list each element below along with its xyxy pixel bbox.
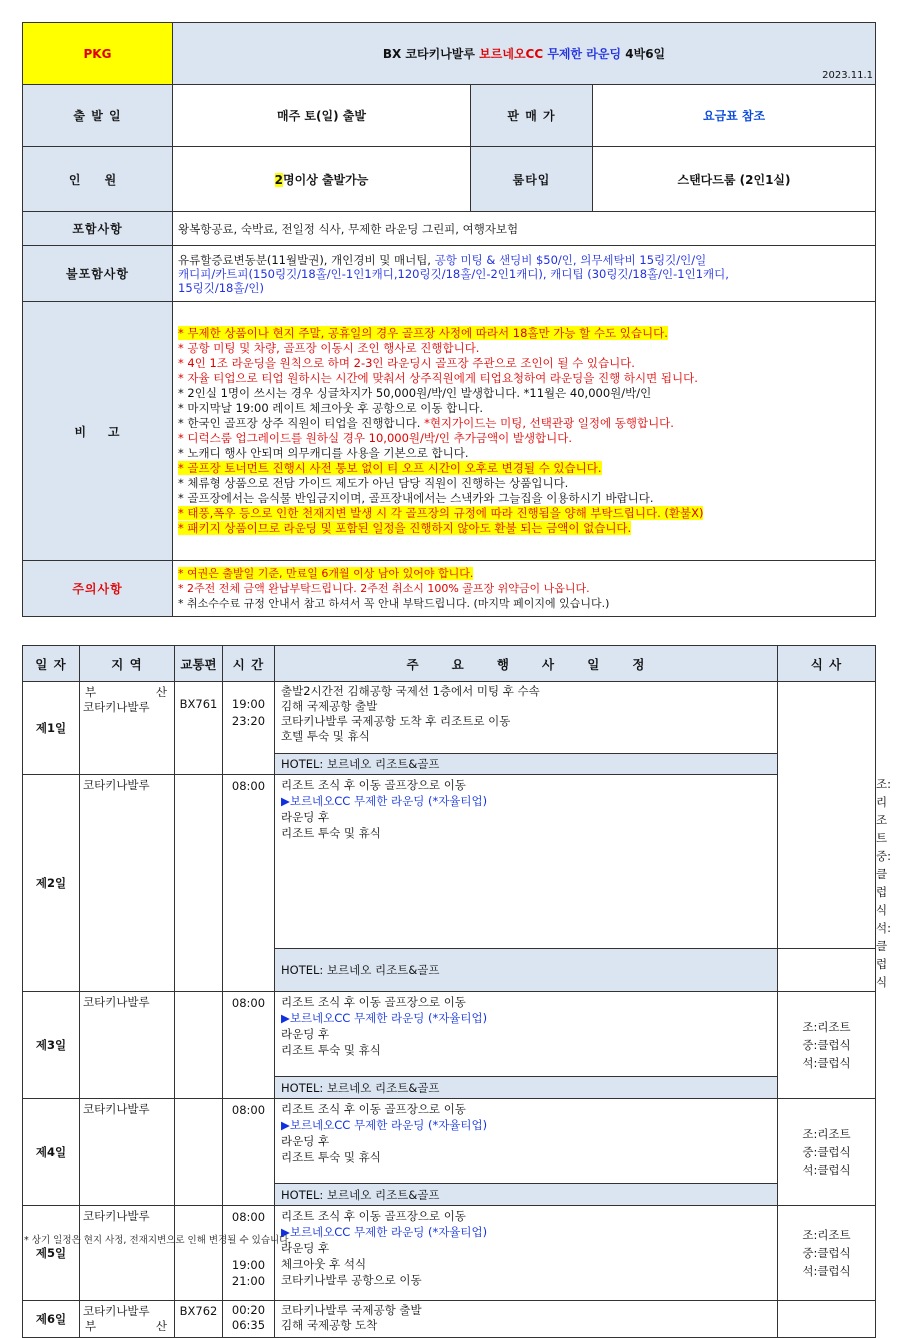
meal-lunch: 중:클럽식 bbox=[802, 1246, 851, 1260]
time-cell: 08:00 bbox=[223, 992, 275, 1099]
caution-label: 주의사항 bbox=[23, 561, 173, 617]
document-date: 2023.11.1 bbox=[822, 70, 874, 81]
day-label: 제6일 bbox=[23, 1301, 80, 1338]
package-info-table bbox=[22, 22, 876, 617]
schedule-line: 리조트 조식 후 이동 골프장으로 이동 bbox=[281, 995, 466, 1009]
region-busan-1: 부 bbox=[85, 685, 97, 699]
time: 00:20 bbox=[231, 1303, 266, 1317]
note-item bbox=[178, 416, 870, 431]
schedule-line-golf: ▶보르네오CC 무제한 라운딩 (*자율티업) bbox=[281, 1225, 488, 1239]
itinerary-header-row bbox=[23, 646, 876, 682]
region-busan-1: 부 bbox=[85, 1319, 97, 1333]
room-label: 룸타입 bbox=[471, 147, 593, 212]
day-row bbox=[23, 992, 876, 1077]
schedule-cell bbox=[275, 992, 778, 1077]
schedule-cell bbox=[275, 1206, 778, 1301]
excluded-label: 불포함사항 bbox=[23, 246, 173, 302]
title-part-course: 보르네오CC bbox=[479, 47, 544, 61]
note-item: * 태풍,폭우 등으로 인한 천재지변 발생 시 각 골프장의 규정에 따라 진행됨을 양해 부탁드립니다. (환불X) bbox=[178, 506, 704, 520]
schedule-line: 라운딩 후 bbox=[281, 1134, 330, 1148]
transport-cell bbox=[175, 775, 223, 992]
day-row bbox=[23, 1206, 876, 1301]
included-value: 왕복항공료, 숙박료, 전일정 식사, 무제한 라운딩 그린피, 여행자보험 bbox=[173, 212, 876, 246]
package-title bbox=[173, 23, 876, 85]
title-part-unlimited: 무제한 라운딩 bbox=[543, 47, 622, 61]
schedule-line: 김해 국제공항 도착 bbox=[281, 1318, 378, 1332]
region-cell: 코타키나발루 bbox=[80, 992, 175, 1099]
price-label: 판 매 가 bbox=[471, 85, 593, 147]
col-header-time: 시 간 bbox=[223, 646, 275, 682]
day-label: 제3일 bbox=[23, 992, 80, 1099]
note-part: * 한국인 골프장 상주 직원이 티업을 진행합니다. bbox=[178, 416, 425, 430]
region-cell bbox=[80, 682, 175, 775]
note-item: * 자율 티업으로 티업 원하시는 시간에 맞춰서 상주직원에게 티업요청하여 라운딩을 진행 하시면 됩니다. bbox=[178, 371, 698, 385]
col-header-schedule: 주 요 행 사 일 정 bbox=[275, 646, 778, 682]
excluded-part-1: 유류할증료변동분(11월발권), 개인경비 및 매너팁, bbox=[178, 252, 435, 267]
time: 08:00 bbox=[231, 1210, 266, 1224]
note-item: * 노캐디 행사 안되며 의무캐디를 사용을 기본으로 합니다. bbox=[178, 446, 469, 460]
day-row bbox=[23, 1099, 876, 1184]
note-item: * 패키지 상품이므로 라운딩 및 포함된 일정을 진행하지 않아도 환불 되는 금액이 없습니다. bbox=[178, 521, 632, 535]
schedule-line: 코타키나발루 국제공항 도착 후 리조트로 이동 bbox=[281, 714, 511, 728]
meal-dinner: 석:클럽식 bbox=[802, 1163, 851, 1177]
region-kk: 코타키나발루 bbox=[83, 1304, 150, 1318]
day-label: 제2일 bbox=[23, 775, 80, 992]
region-cell: 코타키나발루 bbox=[80, 1206, 175, 1301]
schedule-line: 라운딩 후 bbox=[281, 1241, 330, 1255]
note-item: * 4인 1조 라운딩을 원칙으로 하며 2-3인 라운딩시 골프장 주관으로 조인이 될 수 있습니다. bbox=[178, 356, 635, 370]
day-row bbox=[23, 682, 876, 754]
time-cell: 08:00 bbox=[223, 775, 275, 992]
schedule-line: 라운딩 후 bbox=[281, 1027, 330, 1041]
meal-cell bbox=[778, 682, 876, 949]
schedule-cell bbox=[275, 1099, 778, 1184]
meal-lunch: 중:클럽식 bbox=[802, 1038, 851, 1052]
schedule-cell bbox=[275, 1301, 778, 1338]
schedule-line: 리조트 투숙 및 휴식 bbox=[281, 826, 381, 840]
day-label: 제4일 bbox=[23, 1099, 80, 1206]
schedule-line-golf: ▶보르네오CC 무제한 라운딩 (*자율티업) bbox=[281, 1011, 488, 1025]
note-item: * 마지막날 19:00 레이트 체크아웃 후 공항으로 이동 합니다. bbox=[178, 401, 484, 415]
note-item: * 무제한 상품이나 현지 주말, 공휴일의 경우 골프장 사정에 따라서 18홀만 가능 할 수도 있습니다. bbox=[178, 326, 668, 340]
col-header-transport: 교통편 bbox=[175, 646, 223, 682]
schedule-line: 호텔 투숙 및 휴식 bbox=[281, 729, 370, 743]
time-cell bbox=[223, 1301, 275, 1338]
meal-dinner: 석:클럽식 bbox=[802, 1264, 851, 1278]
day-row: 제2일 코타키나발루 08:00 리조트 조식 후 이동 골프장으로 이동 ▶보르네오CC 무제한 라운딩 (*자율티업) 라운딩 후 리조트 투숙 및 휴식 조:리조트 중:클럽식 석:클럽식 bbox=[23, 775, 876, 949]
meal-lunch: 중:클럽식 bbox=[802, 1145, 851, 1159]
time: 21:00 bbox=[231, 1274, 266, 1288]
meal-cell bbox=[778, 1301, 876, 1338]
meal-breakfast: 조:리조트 bbox=[802, 1020, 851, 1034]
pkg-badge: PKG bbox=[23, 23, 173, 85]
hotel-line: HOTEL: 보르네오 리조트&골프 bbox=[275, 1077, 778, 1099]
schedule-line: 코타키나발루 공항으로 이동 bbox=[281, 1273, 422, 1287]
excluded-part-4: 15링깃/18홀/인) bbox=[178, 280, 264, 295]
transport-cell bbox=[175, 1099, 223, 1206]
title-part-route: BX 코타키나발루 bbox=[382, 47, 480, 61]
note-item: * 2인실 1명이 쓰시는 경우 싱글차지가 50,000원/박/인 발생합니다. *11월은 40,000원/박/인 bbox=[178, 386, 652, 400]
schedule-line: 리조트 투숙 및 휴식 bbox=[281, 1043, 381, 1057]
col-header-meal: 식 사 bbox=[778, 646, 876, 682]
col-header-region: 지 역 bbox=[80, 646, 175, 682]
schedule-line: 출발2시간전 김해공항 국제선 1층에서 미팅 후 수속 bbox=[281, 684, 540, 698]
caution-list bbox=[173, 561, 876, 617]
region-cell bbox=[80, 1301, 175, 1338]
schedule-line: 라운딩 후 bbox=[281, 810, 330, 824]
schedule-cell bbox=[275, 682, 778, 754]
meal-cell bbox=[778, 992, 876, 1099]
room-value: 스탠다드룸 (2인1실) bbox=[593, 147, 876, 212]
notes-list bbox=[173, 302, 876, 561]
notes-label: 비 고 bbox=[23, 302, 173, 561]
day-row bbox=[23, 1301, 876, 1338]
meal-cell bbox=[778, 1206, 876, 1301]
region-busan-2: 산 bbox=[155, 1319, 167, 1333]
time: 06:35 bbox=[231, 1318, 266, 1332]
price-value: 요금표 참조 bbox=[593, 85, 876, 147]
meal-breakfast: 조:리조트 bbox=[802, 1127, 851, 1141]
schedule-line: 리조트 조식 후 이동 골프장으로 이동 bbox=[281, 1209, 466, 1223]
title-part-duration: 4박6일 bbox=[621, 47, 666, 61]
note-item: * 체류형 상품으로 전담 가이드 제도가 아닌 담당 직원이 진행하는 상품입니다. bbox=[178, 476, 569, 490]
schedule-line-golf: ▶보르네오CC 무제한 라운딩 (*자율티업) bbox=[281, 1118, 488, 1132]
excluded-part-3: 캐디피/카트피(150링깃/18홀/인-1인1캐디,120링깃/18홀/인-2인1캐디), 캐디팁 (30링깃/18홀/인-1인1캐디, bbox=[178, 266, 729, 281]
schedule-line: 체크아웃 후 석식 bbox=[281, 1257, 367, 1271]
schedule-line: 코타키나발루 국제공항 출발 bbox=[281, 1303, 422, 1317]
region-cell: 코타키나발루 bbox=[80, 775, 175, 992]
time: 19:00 bbox=[231, 697, 266, 711]
day-label: 제1일 bbox=[23, 682, 80, 775]
region-kk: 코타키나발루 bbox=[83, 700, 150, 714]
note-item: * 공항 미팅 및 차량, 골프장 이동시 조인 행사로 진행합니다. bbox=[178, 341, 480, 355]
schedule-line: 김해 국제공항 출발 bbox=[281, 699, 378, 713]
people-value bbox=[173, 147, 471, 212]
region-busan-2: 산 bbox=[155, 685, 167, 699]
day-label: 제5일 bbox=[23, 1206, 80, 1301]
transport-cell bbox=[175, 992, 223, 1099]
time-cell bbox=[223, 1206, 275, 1301]
time-cell: 08:00 bbox=[223, 1099, 275, 1206]
region-cell: 코타키나발루 bbox=[80, 1099, 175, 1206]
caution-item: * 2주전 전체 금액 완납부탁드립니다. 2주전 취소시 100% 골프장 위약금이 나옵니다. bbox=[178, 582, 590, 595]
time-cell bbox=[223, 682, 275, 775]
transport-cell: BX762 bbox=[175, 1301, 223, 1338]
caution-item: * 취소수수료 규정 안내서 참고 하셔서 꼭 안내 부탁드립니다. (마지막 페이지에 있습니다.) bbox=[178, 597, 610, 610]
note-item: * 골프장에서는 음식물 반입금지이며, 골프장내에서는 스낵카와 그늘집을 이용하시기 바랍니다. bbox=[178, 491, 654, 505]
schedule-line: 리조트 조식 후 이동 골프장으로 이동 bbox=[281, 778, 466, 792]
col-header-day: 일 자 bbox=[23, 646, 80, 682]
flight-code: BX761 bbox=[179, 697, 218, 711]
caution-item: * 여권은 출발일 기준, 만료일 6개월 이상 남아 있어야 합니다. bbox=[178, 567, 474, 580]
note-item: * 골프장 토너먼트 진행시 사전 통보 없이 티 오프 시간이 오후로 변경될 수 있습니다. bbox=[178, 461, 602, 475]
schedule-line-golf: ▶보르네오CC 무제한 라운딩 (*자율티업) bbox=[281, 794, 488, 808]
time: 23:20 bbox=[231, 714, 266, 728]
schedule-cell bbox=[275, 775, 778, 949]
excluded-value bbox=[173, 246, 876, 302]
itinerary-footnote: * 상기 일정은 현지 사정, 전재지변으로 인해 변경될 수 있습니다. bbox=[24, 1235, 292, 1246]
transport-cell bbox=[175, 1206, 223, 1301]
meal-cell bbox=[778, 1099, 876, 1206]
schedule-line: 리조트 투숙 및 휴식 bbox=[281, 1150, 381, 1164]
people-text: 명이상 출발가능 bbox=[283, 172, 369, 187]
included-label: 포함사항 bbox=[23, 212, 173, 246]
transport-cell bbox=[175, 682, 223, 775]
note-item: * 디럭스룸 업그레이드를 원하실 경우 10,000원/박/인 추가금액이 발생합니다. bbox=[178, 431, 573, 445]
depart-value: 매주 토(일) 출발 bbox=[173, 85, 471, 147]
depart-label: 출 발 일 bbox=[23, 85, 173, 147]
schedule-line: 리조트 조식 후 이동 골프장으로 이동 bbox=[281, 1102, 466, 1116]
note-part: *현지가이드는 미팅, 선택관광 일정에 동행합니다. bbox=[424, 416, 674, 430]
people-label: 인 원 bbox=[23, 147, 173, 212]
time: 19:00 bbox=[231, 1258, 266, 1272]
meal-dinner: 석:클럽식 bbox=[802, 1056, 851, 1070]
min-people-count: 2 bbox=[274, 172, 284, 187]
excluded-part-2: 공항 미팅 & 샌딩비 $50/인, 의무세탁비 15링깃/인/일 bbox=[434, 252, 707, 267]
hotel-line: HOTEL: 보르네오 리조트&골프 bbox=[275, 948, 778, 991]
hotel-line: HOTEL: 보르네오 리조트&골프 bbox=[275, 1184, 778, 1206]
hotel-line: HOTEL: 보르네오 리조트&골프 bbox=[275, 754, 778, 775]
meal-breakfast: 조:리조트 bbox=[802, 1228, 851, 1242]
